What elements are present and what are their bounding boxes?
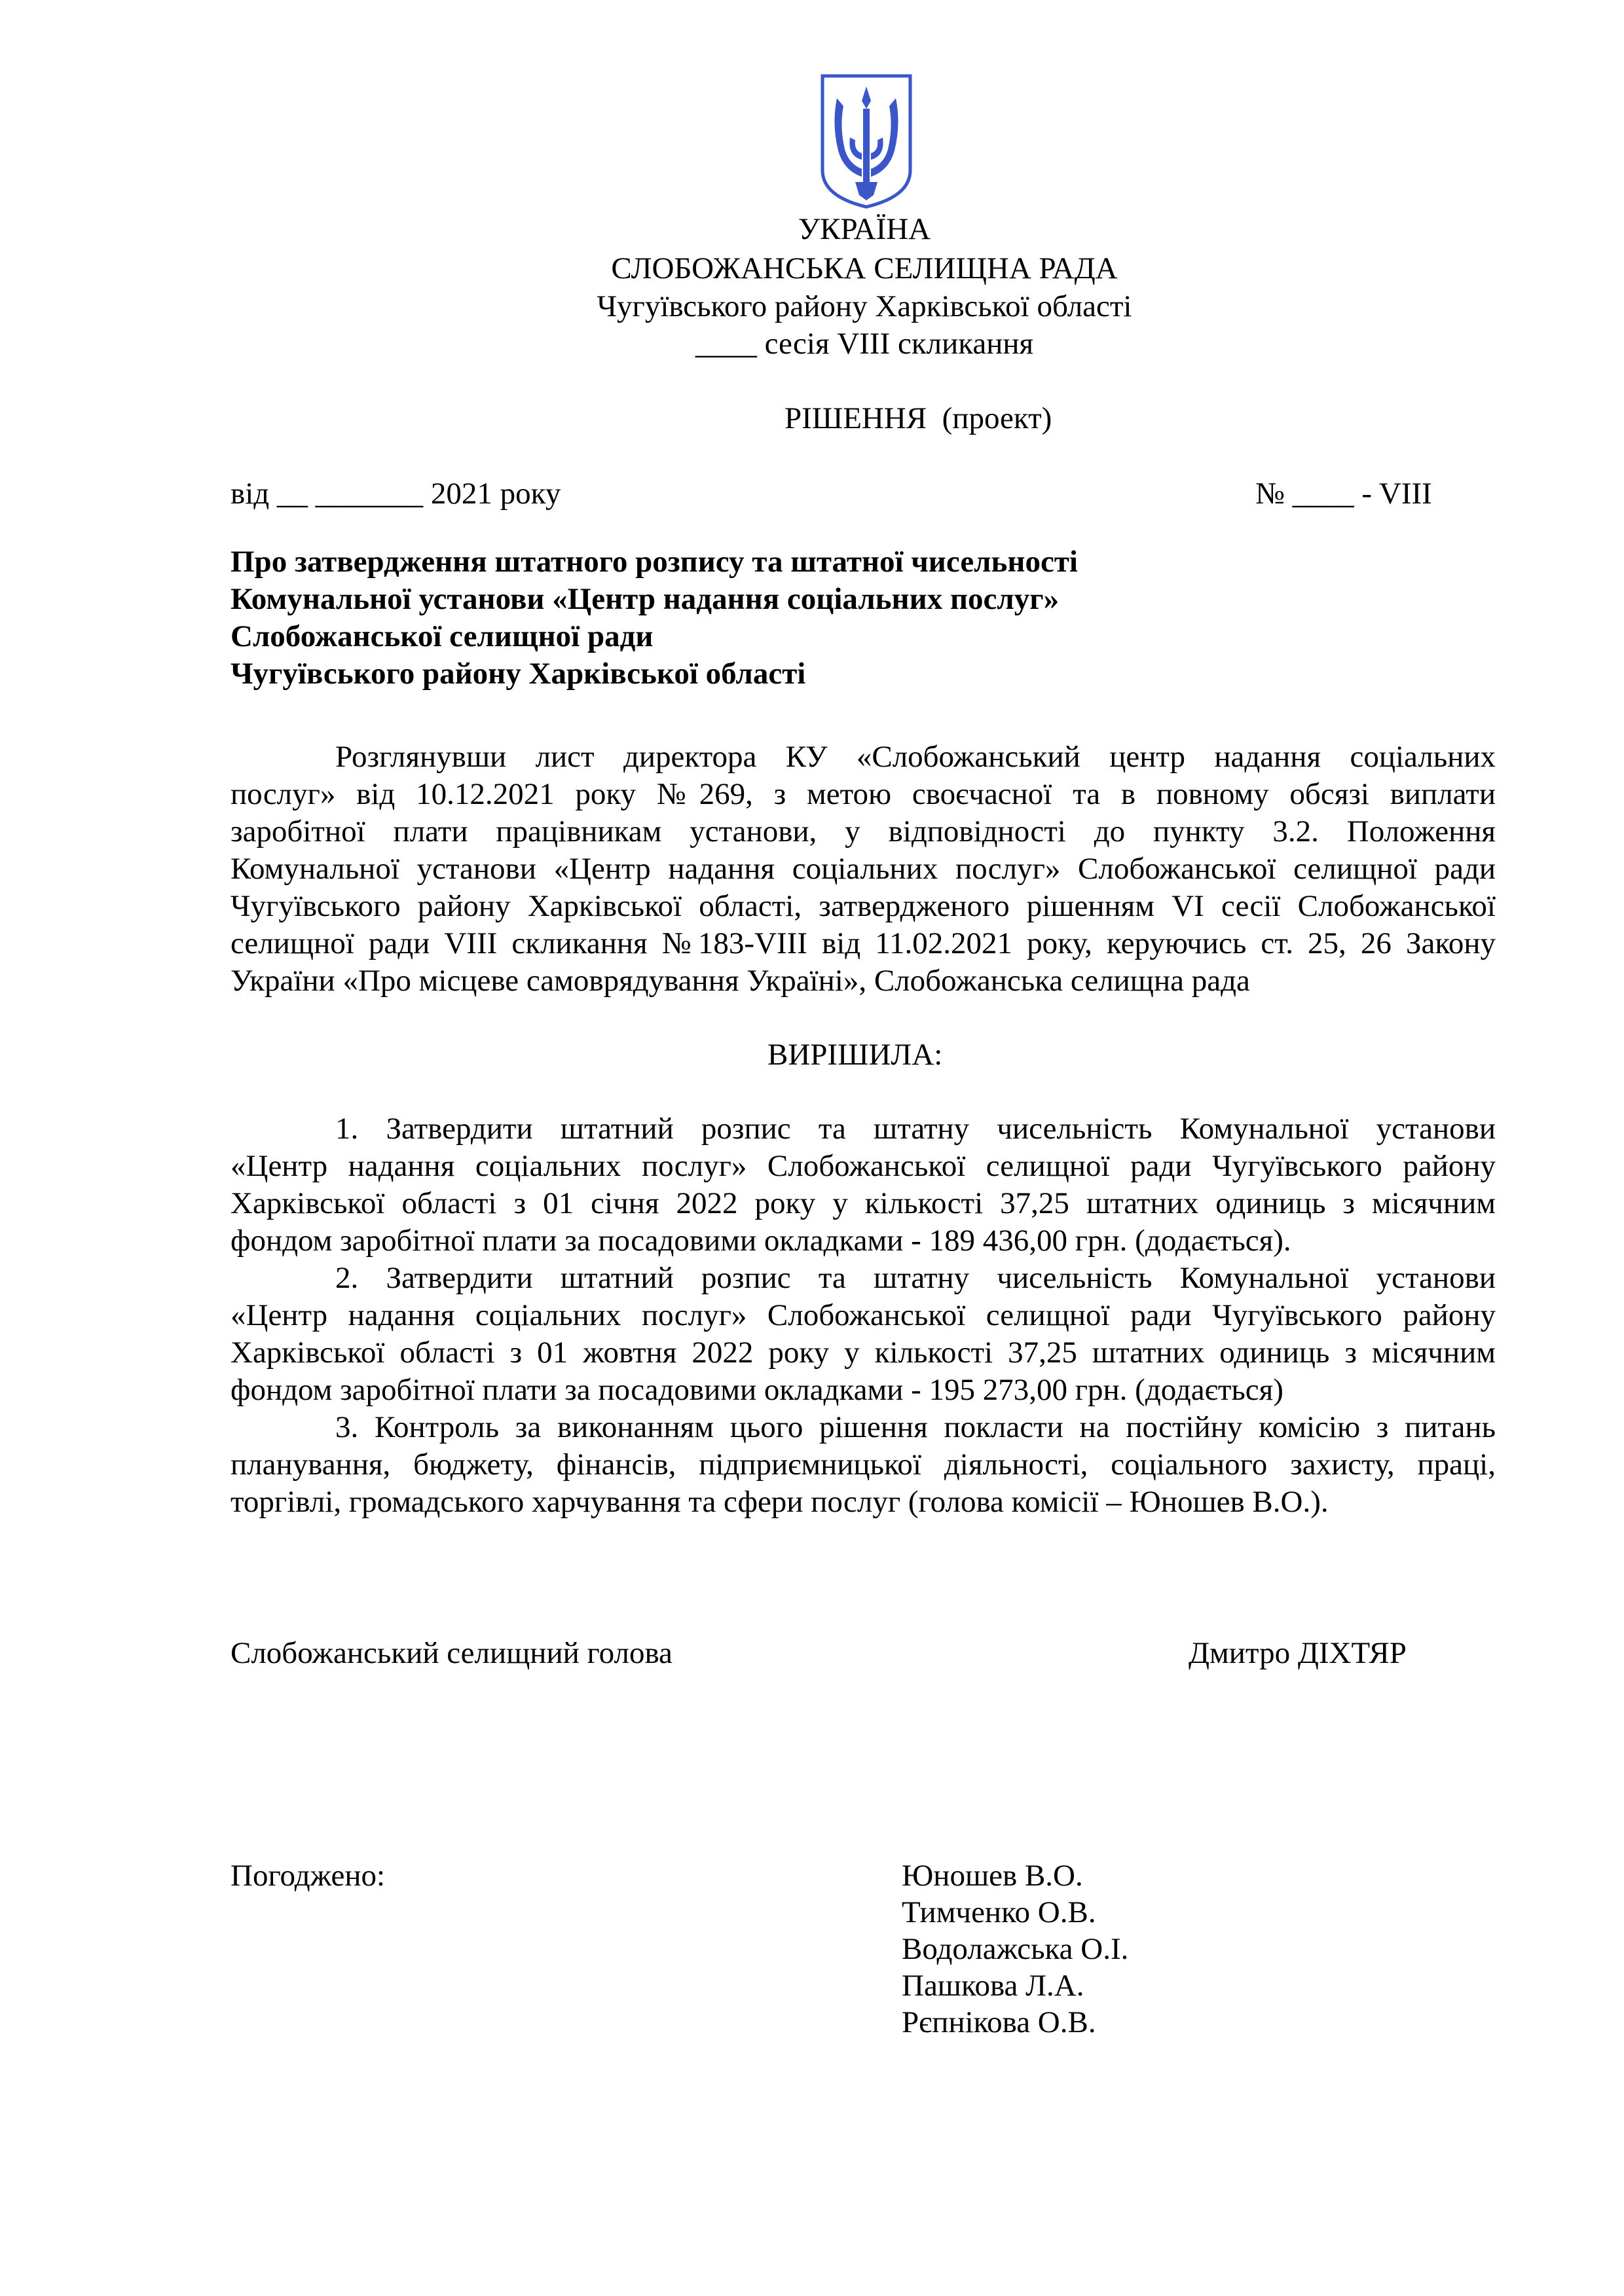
paragraph-line: України «Про місцеве самоврядування Україні», Слобожанська селищна рада [231, 964, 1250, 998]
agreed-name: Водолажська О.І. [902, 1932, 1129, 1966]
title-line: Комунальної установи «Центр надання соціальних послуг» [231, 582, 1060, 616]
paragraph-line: Харківської області з 01 січня 2022 року у кількості 37,25 штатних одиниць з місячним [231, 1186, 1496, 1220]
decision-item-2 [231, 1260, 1496, 1409]
agreed-name: Юношев В.О. [902, 1859, 1083, 1893]
document-number: № ____ - VIII [1255, 477, 1432, 511]
preamble-paragraph [231, 738, 1496, 1000]
agreed-name: Тимченко О.В. [902, 1895, 1096, 1929]
paragraph-line: заробітної плати працівникам установи, у відповідності до пункту 3.2. Положення [231, 814, 1496, 848]
signatory-name: Дмитро ДІХТЯР [1189, 1636, 1407, 1670]
council-heading: СЛОБОЖАНСЬКА СЕЛИЩНА РАДА [611, 251, 1118, 285]
paragraph-line: фондом заробітної плати за посадовими окладками - 189 436,00 грн. (додається). [231, 1224, 1291, 1258]
district-heading: Чугуївського району Харківської області [597, 289, 1132, 323]
paragraph-line: планування, бюджету, фінансів, підприємницької діяльності, соціального захисту, праці, [231, 1448, 1496, 1482]
signatory-position: Слобожанський селищний голова [231, 1636, 673, 1670]
paragraph-line: селищної ради VIII скликання №183-VIII від 11.02.2021 року, керуючись ст. 25, 26 Закону [231, 926, 1496, 960]
paragraph-line: послуг» від 10.12.2021 року №269, з метою своєчасної та в повному обсязі виплати [231, 777, 1496, 811]
paragraph-line: фондом заробітної плати за посадовими окладками - 195 273,00 грн. (додається) [231, 1373, 1283, 1407]
paragraph-line: Комунальної установи «Центр надання соціальних послуг» Слобожанської селищної ради [231, 852, 1496, 886]
title-line: Про затвердження штатного розпису та штатної чисельності [231, 545, 1078, 579]
agreed-name: Пашкова Л.А. [902, 1969, 1084, 2003]
paragraph-line: 3. Контроль за виконанням цього рішення покласти на постійну комісію з питань [335, 1410, 1496, 1444]
paragraph-line: Чугуївського району Харківської області, затвердженого рішенням VI сесії Слобожанської [231, 889, 1496, 923]
paragraph-line: «Центр надання соціальних послуг» Слобожанської селищної ради Чугуївського району [231, 1298, 1496, 1332]
paragraph-line: 2. Затвердити штатний розпис та штатну чисельність Комунальної установи [335, 1261, 1496, 1295]
trident-emblem-icon [819, 72, 914, 211]
paragraph-line: «Центр надання соціальних послуг» Слобожанської селищної ради Чугуївського району [231, 1149, 1496, 1183]
agreed-name: Рєпнікова О.В. [902, 2005, 1096, 2039]
resolved-heading: ВИРІШИЛА: [767, 1038, 943, 1072]
paragraph-line: 1. Затвердити штатний розпис та штатну чисельність Комунальної установи [335, 1112, 1496, 1146]
decision-item-3 [231, 1409, 1496, 1521]
session-heading: ____ сесія VIII скликання [695, 327, 1034, 361]
paragraph-line: торгівлі, громадського харчування та сфери послуг (голова комісії – Юношев В.О.). [231, 1485, 1329, 1519]
agreed-label: Погоджено: [231, 1859, 386, 1893]
agreed-names-list [902, 1857, 1128, 2041]
resolution-title [231, 543, 1078, 693]
title-line: Слобожанської селищної ради [231, 619, 654, 653]
paragraph-line: Розглянувши лист директора КУ «Слобожанський центр надання соціальних [335, 740, 1496, 774]
title-line: Чугуївського району Харківської області [231, 657, 806, 691]
document-type: РІШЕННЯ (проект) [784, 401, 1052, 435]
paragraph-line: Харківської області з 01 жовтня 2022 року у кількості 37,25 штатних одиниць з місячним [231, 1336, 1496, 1370]
country-heading: УКРАЇНА [798, 212, 931, 246]
decision-item-1 [231, 1110, 1496, 1260]
document-date: від __ _______ 2021 року [231, 477, 561, 511]
